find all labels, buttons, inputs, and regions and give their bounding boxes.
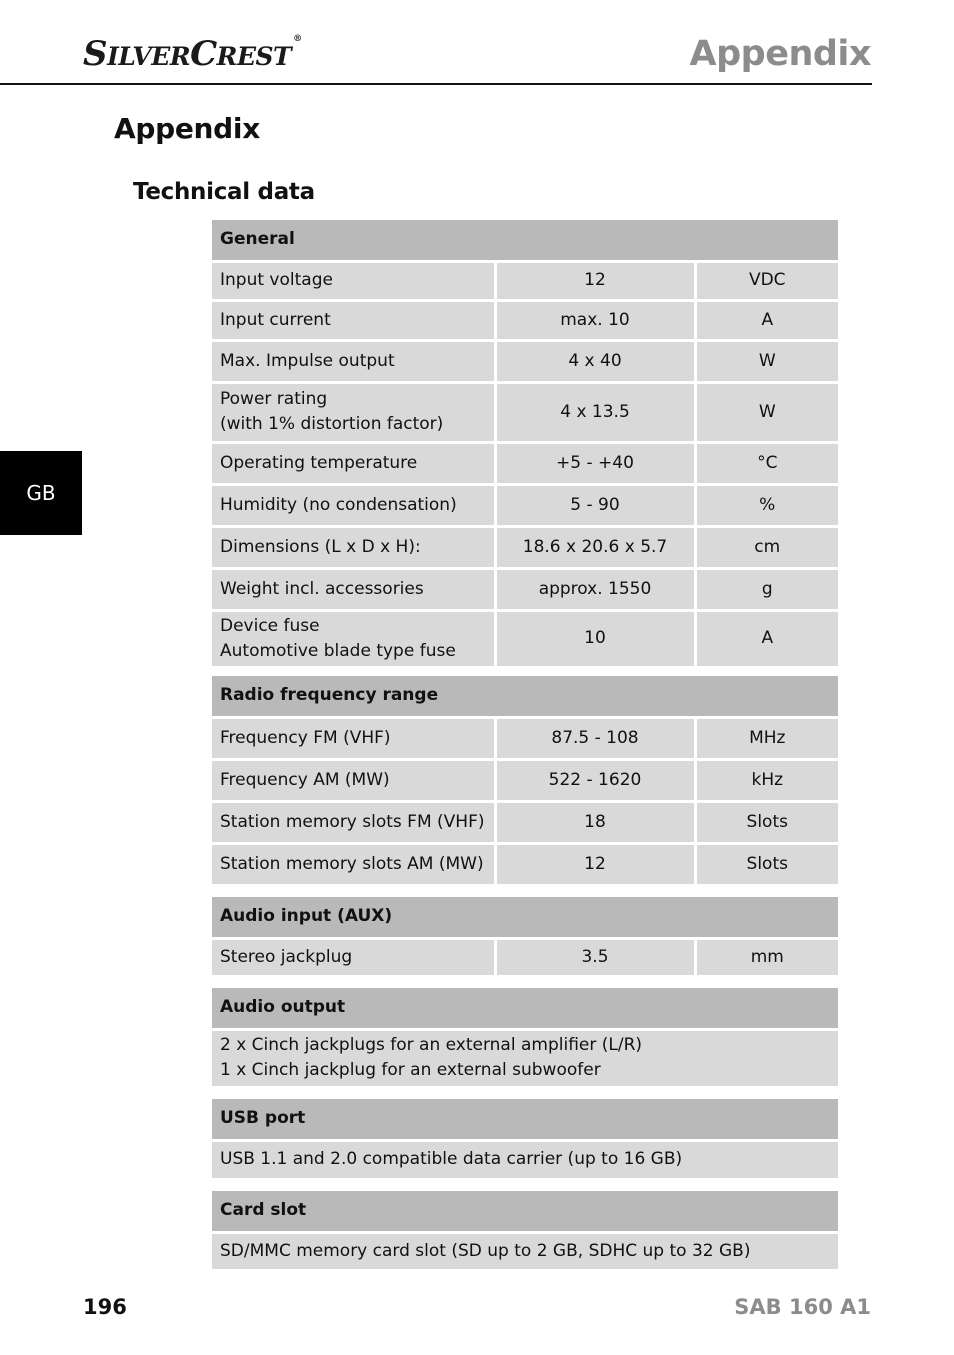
section-title: Technical data — [133, 179, 315, 205]
table-row — [212, 300, 838, 340]
spec-unit: MHz — [695, 717, 838, 759]
table-header-row — [212, 1191, 838, 1232]
table-row — [212, 1232, 838, 1269]
table-header-row — [212, 988, 838, 1029]
spec-value: 4 x 13.5 — [495, 382, 695, 442]
table-row — [212, 261, 838, 300]
aux-heading: Audio input (AUX) — [212, 897, 838, 938]
spec-value: 18.6 x 20.6 x 5.7 — [495, 526, 695, 568]
spec-value: max. 10 — [495, 300, 695, 340]
table-header-row — [212, 676, 838, 717]
language-tab — [0, 451, 82, 535]
spec-value: 18 — [495, 801, 695, 843]
table-row — [212, 526, 838, 568]
spec-value: 12 — [495, 261, 695, 300]
spec-label: Frequency AM (MW) — [212, 759, 495, 801]
spec-value: approx. 1550 — [495, 568, 695, 610]
table-row — [212, 382, 838, 442]
spec-text: 2 x Cinch jackplugs for an external amplifier (L/R) 1 x Cinch jackplug for an external subwoofer — [212, 1029, 838, 1086]
spec-unit: Slots — [695, 843, 838, 884]
spec-unit: W — [695, 382, 838, 442]
table-row — [212, 610, 838, 666]
audio-output-heading: Audio output — [212, 988, 838, 1029]
spec-unit: cm — [695, 526, 838, 568]
spec-label: Station memory slots AM (MW) — [212, 843, 495, 884]
general-table — [212, 220, 838, 666]
spec-unit: W — [695, 340, 838, 382]
header-divider — [0, 83, 872, 85]
model-number: SAB 160 A1 — [734, 1295, 871, 1319]
card-table — [212, 1191, 838, 1269]
spec-unit: VDC — [695, 261, 838, 300]
spec-unit: mm — [695, 938, 838, 975]
spec-label: Stereo jackplug — [212, 938, 495, 975]
brand-logo: SILVERCREST® — [83, 34, 302, 74]
spec-label: Frequency FM (VHF) — [212, 717, 495, 759]
spec-text: USB 1.1 and 2.0 compatible data carrier (up to 16 GB) — [212, 1140, 838, 1178]
spec-unit: g — [695, 568, 838, 610]
page-title: Appendix — [114, 112, 260, 145]
table-row — [212, 759, 838, 801]
spec-label: Humidity (no condensation) — [212, 484, 495, 526]
spec-text: SD/MMC memory card slot (SD up to 2 GB, SDHC up to 32 GB) — [212, 1232, 838, 1269]
radio-heading: Radio frequency range — [212, 676, 838, 717]
table-header-row — [212, 220, 838, 261]
table-header-row — [212, 1099, 838, 1140]
audio-output-table — [212, 988, 838, 1086]
table-row — [212, 484, 838, 526]
spec-unit: % — [695, 484, 838, 526]
spec-unit: A — [695, 610, 838, 666]
spec-label: Input current — [212, 300, 495, 340]
spec-label: Max. Impulse output — [212, 340, 495, 382]
spec-label: Station memory slots FM (VHF) — [212, 801, 495, 843]
spec-label: Dimensions (L x D x H): — [212, 526, 495, 568]
spec-unit: A — [695, 300, 838, 340]
spec-unit: Slots — [695, 801, 838, 843]
spec-unit: kHz — [695, 759, 838, 801]
spec-unit: °C — [695, 442, 838, 484]
spec-value: 5 - 90 — [495, 484, 695, 526]
spec-label: Input voltage — [212, 261, 495, 300]
table-row — [212, 938, 838, 975]
general-heading: General — [212, 220, 838, 261]
table-row — [212, 442, 838, 484]
spec-label: Weight incl. accessories — [212, 568, 495, 610]
spec-value: 4 x 40 — [495, 340, 695, 382]
spec-label: Device fuse Automotive blade type fuse — [212, 610, 495, 666]
header-title: Appendix — [689, 34, 871, 74]
card-heading: Card slot — [212, 1191, 838, 1232]
page-number: 196 — [83, 1295, 127, 1319]
language-tab-label: GB — [26, 481, 56, 505]
table-row — [212, 340, 838, 382]
table-header-row — [212, 897, 838, 938]
table-row — [212, 1029, 838, 1086]
spec-value: 522 - 1620 — [495, 759, 695, 801]
table-row — [212, 717, 838, 759]
spec-value: 10 — [495, 610, 695, 666]
aux-table — [212, 897, 838, 975]
usb-heading: USB port — [212, 1099, 838, 1140]
radio-table — [212, 676, 838, 884]
spec-label: Operating temperature — [212, 442, 495, 484]
spec-label: Power rating (with 1% distortion factor) — [212, 382, 495, 442]
table-row — [212, 568, 838, 610]
table-row — [212, 843, 838, 884]
usb-table — [212, 1099, 838, 1178]
spec-value: +5 - +40 — [495, 442, 695, 484]
table-row — [212, 801, 838, 843]
spec-value: 3.5 — [495, 938, 695, 975]
spec-value: 87.5 - 108 — [495, 717, 695, 759]
table-row — [212, 1140, 838, 1178]
spec-value: 12 — [495, 843, 695, 884]
